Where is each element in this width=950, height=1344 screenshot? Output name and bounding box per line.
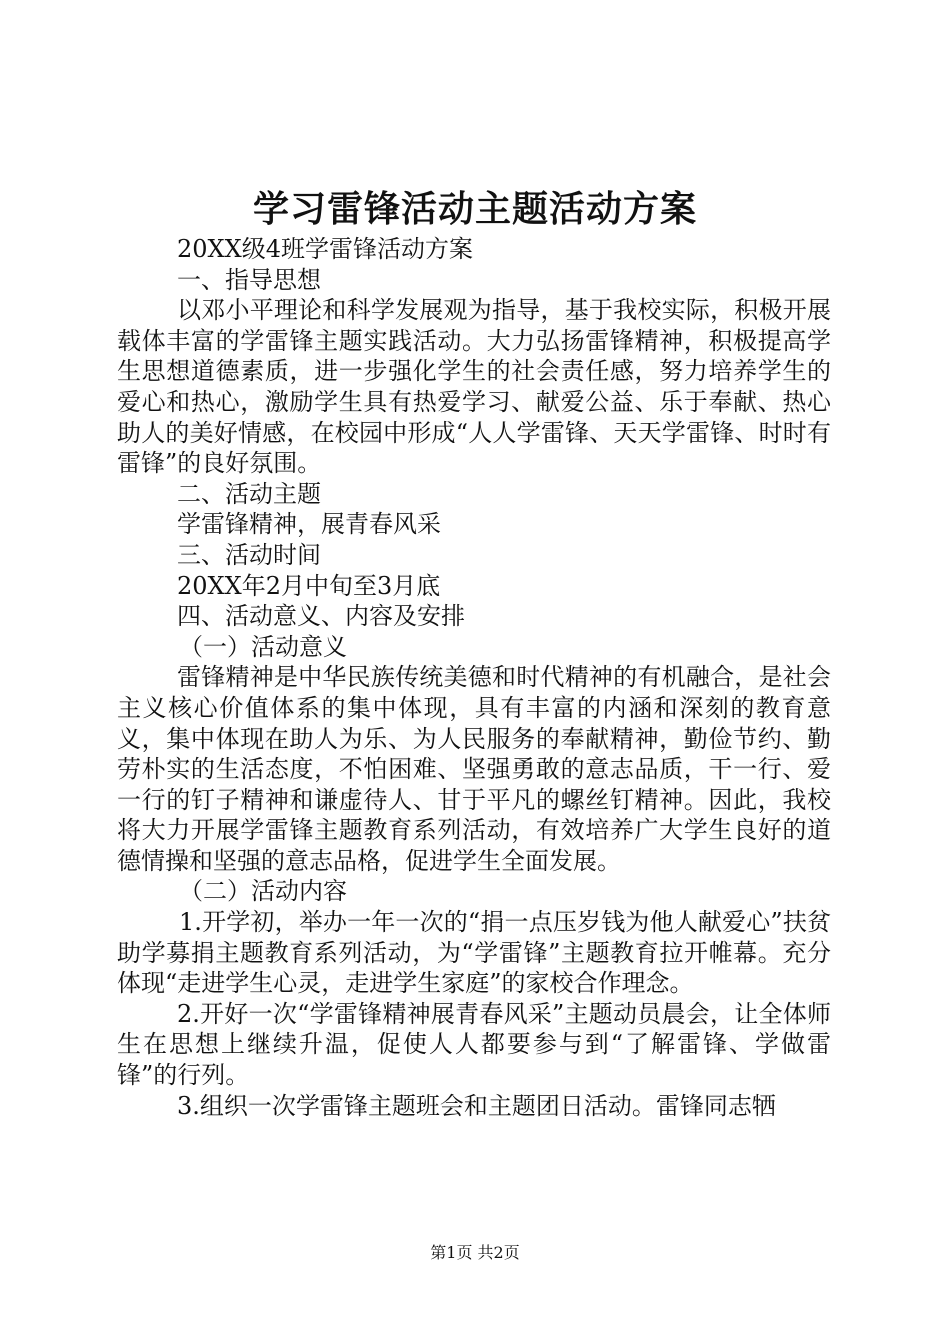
- paragraph-content-item-2: 2.开好一次“学雷锋精神展青春风采”主题动员晨会，让全体师生在思想上继续升温，促使人人都要参与到“了解雷锋、学做雷锋”的行列。: [117, 999, 831, 1090]
- subsection-heading-significance: （一）活动意义: [179, 632, 347, 661]
- document-body: [117, 234, 831, 1121]
- section-heading-guiding-thought: 一、指导思想: [177, 265, 321, 294]
- document-title: 学习雷锋活动主题活动方案: [252, 188, 697, 230]
- paragraph-activity-theme: 学雷锋精神，展青春风采: [177, 510, 441, 539]
- paragraph-guiding-thought: 以邓小平理论和科学发展观为指导，基于我校实际，积极开展载体丰富的学雷锋主题实践活动。大力弘扬雷锋精神，积极提高学生思想道德素质，进一步强化学生的社会责任感，努力培养学生的爱心和热心，激励学生具有热爱学习、献爱公益、乐于奉献、热心助人的美好情感，在校园中形成“人人学雷锋、天天学雷锋、时时有雷锋”的良好氛围。: [117, 296, 831, 478]
- page-footer: 第1页 共2页: [430, 1243, 520, 1262]
- section-heading-significance-content: 四、活动意义、内容及安排: [177, 602, 465, 631]
- section-heading-activity-time: 三、活动时间: [177, 540, 321, 569]
- class-plan-heading: 20XX级4班学雷锋活动方案: [177, 235, 473, 263]
- paragraph-content-item-3: 3.组织一次学雷锋主题班会和主题团日活动。雷锋同志牺: [177, 1091, 776, 1120]
- paragraph-content-item-1: 1.开学初，举办一年一次的“捐一点压岁钱为他人献爱心”扶贫助学募捐主题教育系列活动，为“学雷锋”主题教育拉开帷幕。充分体现“走进学生心灵，走进学生家庭”的家校合作理念。: [117, 908, 831, 998]
- paragraph-significance: 雷锋精神是中华民族传统美德和时代精神的有机融合，是社会主义核心价值体系的集中体现，具有丰富的内涵和深刻的教育意义，集中体现在助人为乐、为人民服务的奉献精神，勤俭节约、勤劳朴实的生活态度，不怕困难、坚强勇敢的意志品质，干一行、爱一行的钉子精神和谦虚待人、甘于平凡的螺丝钉精神。因此，我校将大力开展学雷锋主题教育系列活动，有效培养广大学生良好的道德情操和坚强的意志品格，促进学生全面发展。: [117, 663, 831, 875]
- section-heading-activity-theme: 二、活动主题: [177, 479, 321, 508]
- paragraph-activity-time: 20XX年2月中旬至3月底: [177, 571, 441, 600]
- subsection-heading-content: （二）活动内容: [179, 877, 347, 906]
